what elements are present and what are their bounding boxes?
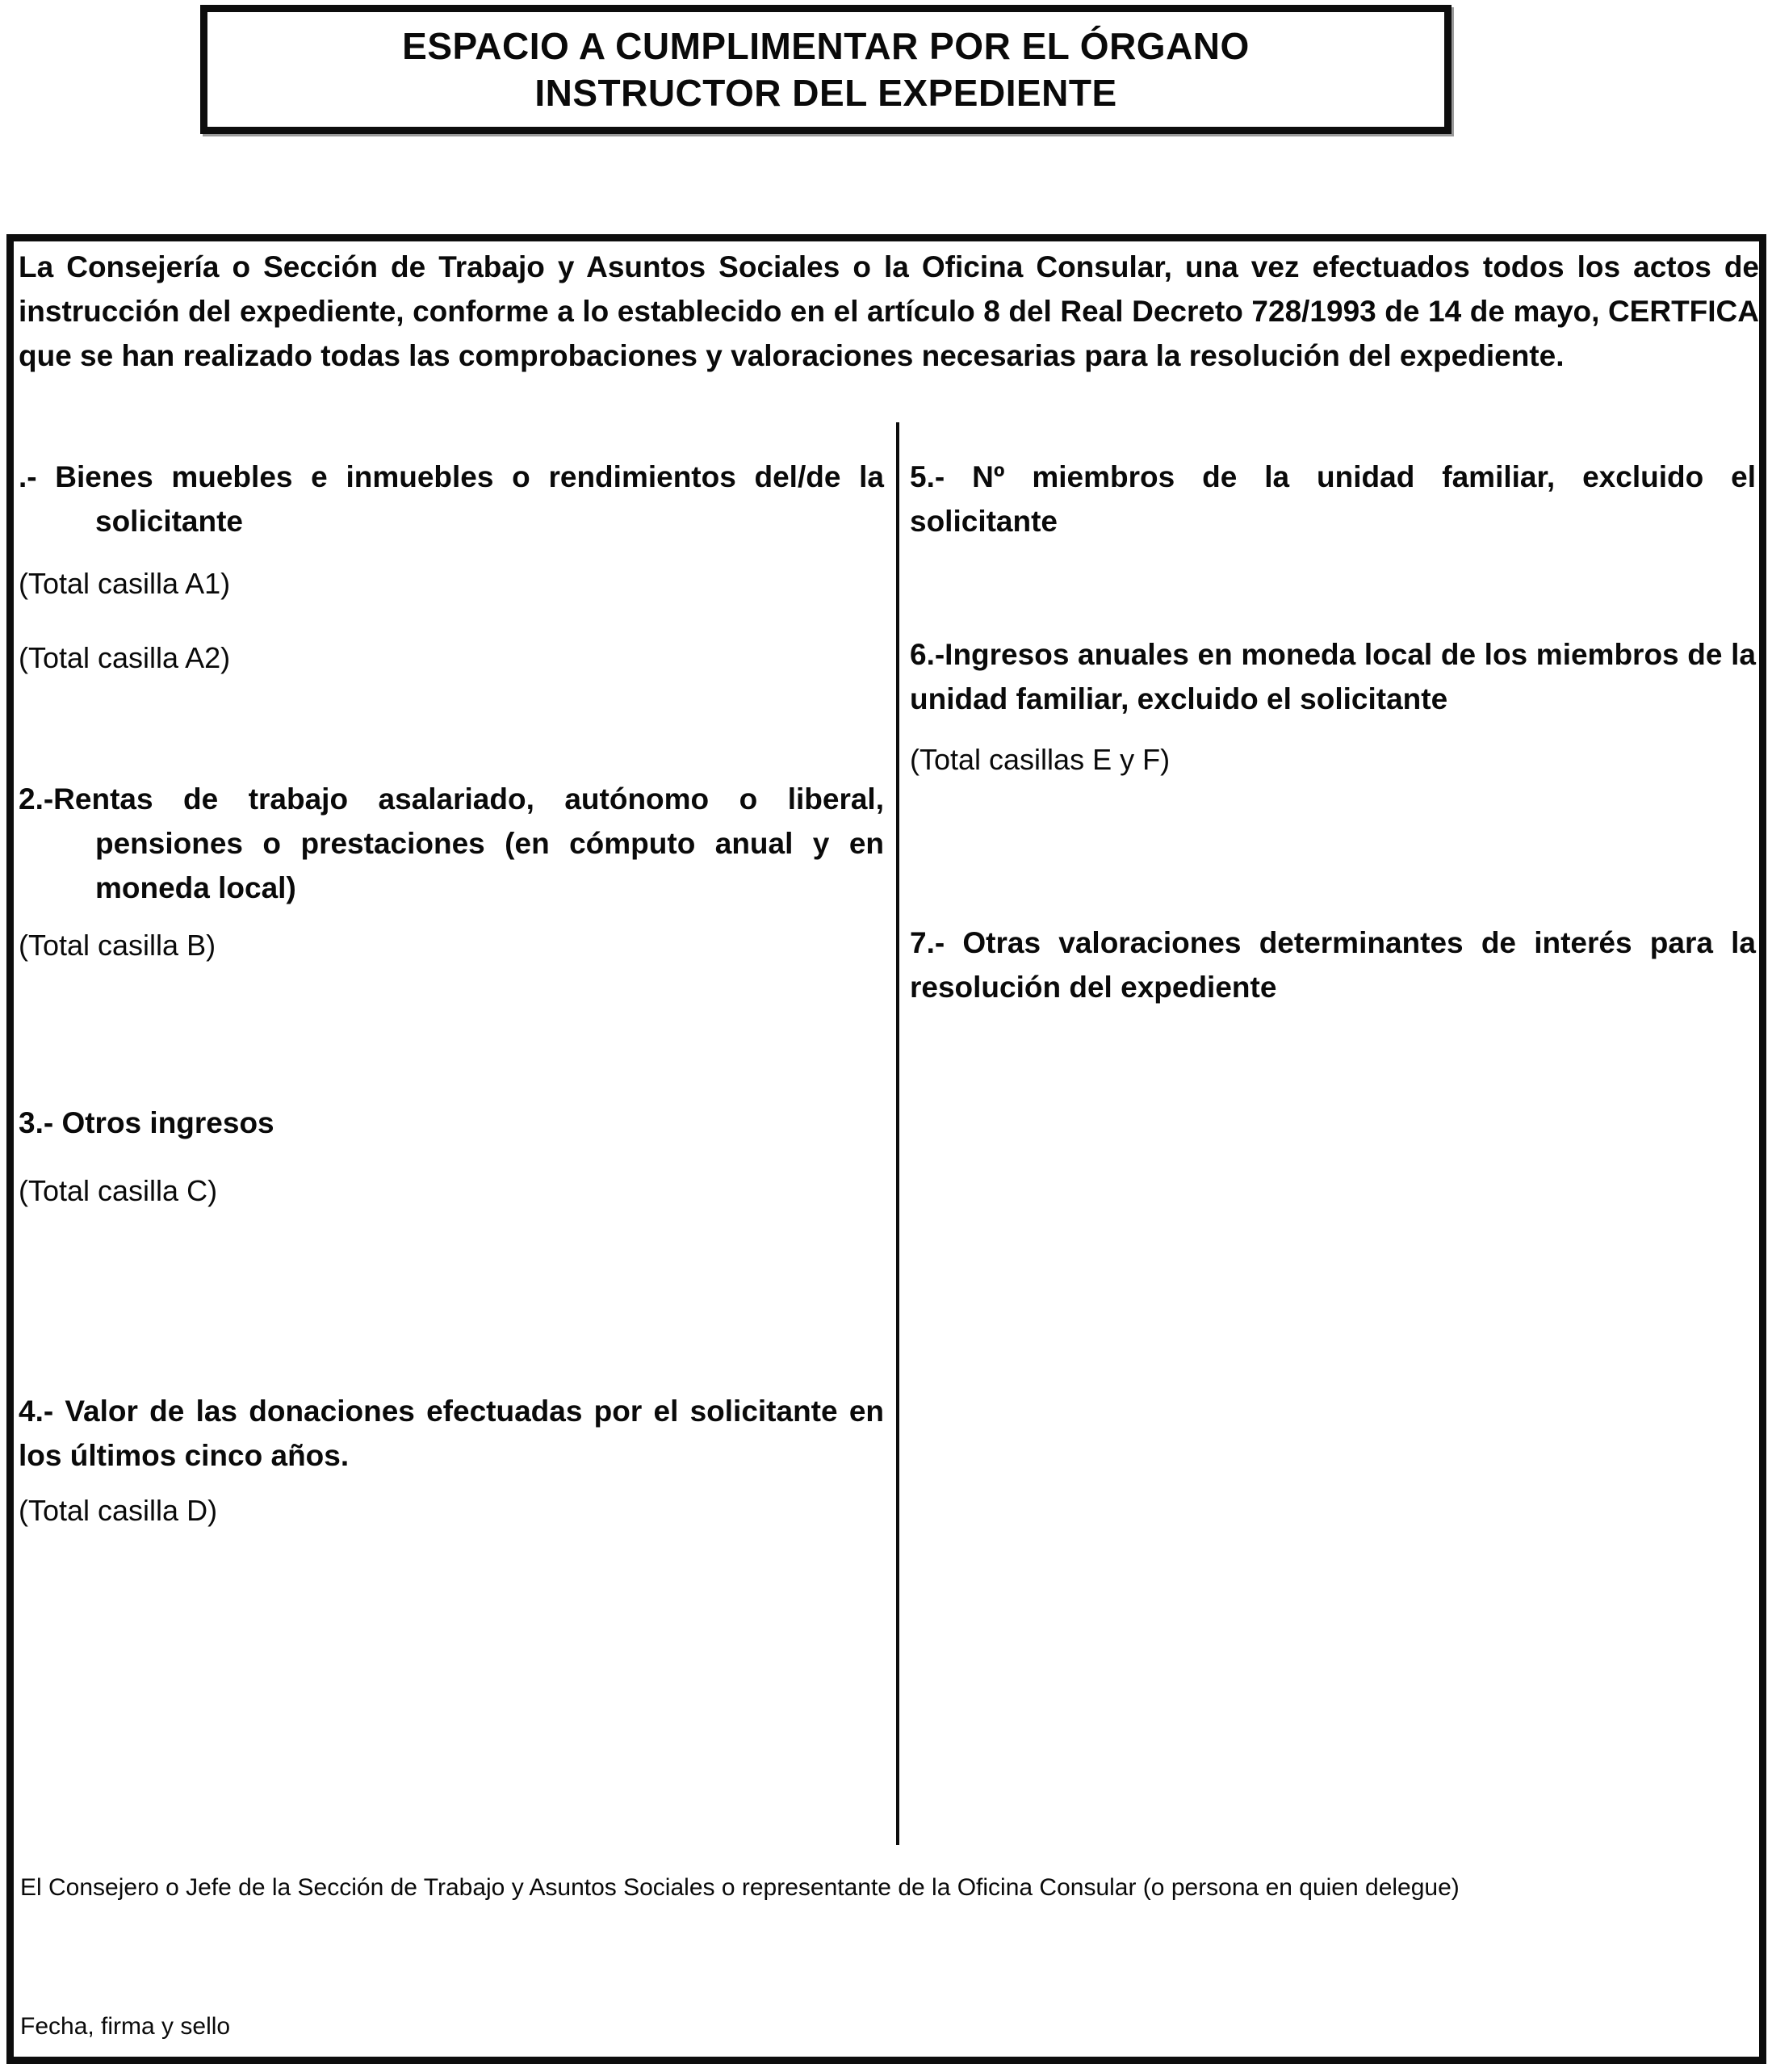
total-casilla-a2: (Total casilla A2) (19, 641, 231, 674)
page-title-line-1: ESPACIO A CUMPLIMENTAR POR EL ÓRGANO (402, 25, 1250, 67)
item-6-label: 6.-Ingresos anuales en moneda local de los miembros de la unidad familiar, excluido el solicitante (910, 638, 1756, 715)
header-title-box (200, 5, 1452, 134)
instruction-section-box (6, 234, 1766, 2064)
total-casillas-e-f: (Total casillas E y F) (910, 743, 1171, 776)
footer-signatory-line: El Consejero o Jefe de la Sección de Trabajo y Asuntos Sociales o representante de la Oficina Consular (o persona en quien delegue) (20, 1874, 1460, 1901)
column-divider (896, 422, 899, 1845)
page-title-line-2: INSTRUCTOR DEL EXPEDIENTE (534, 72, 1117, 114)
item-1-label: .- Bienes muebles e inmuebles o rendimientos del/de la solicitante (19, 460, 884, 538)
item-4-label: 4.- Valor de las donaciones efectuadas por el solicitante en los últimos cinco años. (19, 1395, 884, 1472)
item-2-label: 2.-Rentas de trabajo asalariado, autónomo o liberal, pensiones o prestaciones (en cómputo anual y en moneda local) (19, 782, 884, 904)
certification-paragraph: La Consejería o Sección de Trabajo y Asuntos Sociales o la Oficina Consular, una vez efectuados todos los actos de instrucción del expediente, conforme a lo establecido en el artículo 8 del Real Decreto 728/1993 de 14 de mayo, CERTFICA que se han realizado todas las comprobaciones y valoraciones necesarias para la resolución del expediente. (19, 250, 1759, 372)
item-5-label: 5.- Nº miembros de la unidad familiar, excluido el solicitante (910, 460, 1756, 538)
total-casilla-d: (Total casilla D) (19, 1494, 218, 1527)
total-casilla-c: (Total casilla C) (19, 1174, 218, 1207)
footer-date-signature-seal: Fecha, firma y sello (20, 2013, 231, 2040)
total-casilla-b: (Total casilla B) (19, 929, 216, 962)
item-7-label: 7.- Otras valoraciones determinantes de interés para la resolución del expediente (910, 926, 1756, 1004)
item-3-label: 3.- Otros ingresos (19, 1106, 274, 1139)
total-casilla-a1: (Total casilla A1) (19, 567, 231, 600)
